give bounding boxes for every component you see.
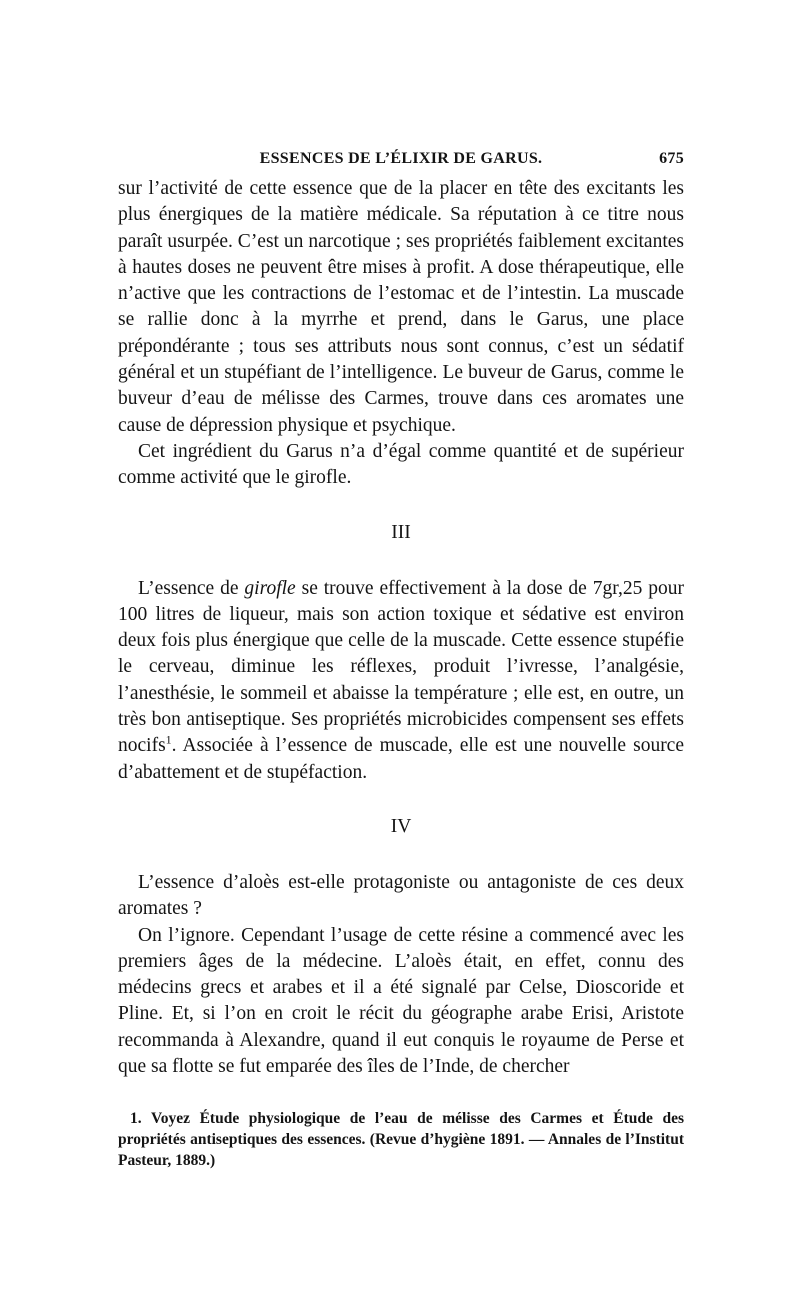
section-heading-iv: IV [390, 815, 412, 837]
page-number: 675 [659, 150, 684, 167]
paragraph-girofle [118, 576, 684, 786]
text-segment: se trouve effectivement à la dose de 7gr,25 pour 100 litres de liqueur, mais son action toxique et sédative est environ deux fois plus énergique que celle de la muscade. Cette essence stupéfie le cerveau, diminue les réflexes, produit l’ivresse, l’analgésie, l’anesthésie, le sommeil et abaisse la température ; elle est, en outre, un très bon antiseptique. Ses propriétés microbicides compensent ses effets nocifs [118, 577, 684, 757]
paragraph-continued: sur l’activité de cette essence que de la placer en tête des excitants les plus énergiques de la matière médicale. Sa réputation à ce titre nous paraît usurpée. C’est un narcotique ; ses propriétés faiblement excitantes à hautes doses ne peuvent être mises à profit. A dose thérapeutique, elle n’active que les contractions de l’estomac et de l’intestin. La muscade se rallie donc à la myrrhe et prend, dans le Garus, une place prépondérante ; tous ses attributs nous sont connus, c’est un sédatif général et un stupéfiant de l’intelligence. Le buveur de Garus, comme le buveur d’eau de mélisse des Carmes, trouve dans ces aromates une cause de dépression physique et psychique. [118, 178, 684, 436]
page-body [118, 176, 684, 1080]
running-title: ESSENCES DE L’ÉLIXIR DE GARUS. [259, 150, 543, 167]
running-header [118, 150, 684, 176]
text-segment: . Associée à l’essence de muscade, elle est une nouvelle source d’abattement et de stupéfaction. [118, 735, 684, 783]
footnote-1: 1. Voyez Étude physiologique de l’eau de mélisse des Carmes et Étude des propriétés antiseptiques des essences. (Revue d’hygiène 1891. — Annales de l’Institut Pasteur, 1889.) [118, 1110, 684, 1170]
book-page [118, 150, 684, 1171]
paragraph-aloes-history: On l’ignore. Cependant l’usage de cette résine a commencé avec les premiers âges de la médecine. L’aloès était, en effet, connu des médecins grecs et arabes et il a été signalé par Celse, Dioscoride et Pline. Et, si l’on en croit le récit du géographe arabe Erisi, Aristote recommanda à Alexandre, quand il eut conquis le royaume de Perse et que sa flotte se fut emparée des îles de l’Inde, de chercher [118, 924, 684, 1078]
text-segment: L’essence de [138, 577, 245, 599]
paragraph-girofle-intro: Cet ingrédient du Garus n’a d’égal comme quantité et de supérieur comme activité que le girofle. [118, 440, 684, 489]
section-heading-iii: III [391, 521, 411, 543]
footnote-marker: 1 [165, 732, 172, 747]
italic-term: girofle [244, 577, 296, 599]
paragraph-aloes-question: L’essence d’aloès est-elle protagoniste ou antagoniste de ces deux aromates ? [118, 871, 684, 920]
footnotes [118, 1108, 684, 1171]
